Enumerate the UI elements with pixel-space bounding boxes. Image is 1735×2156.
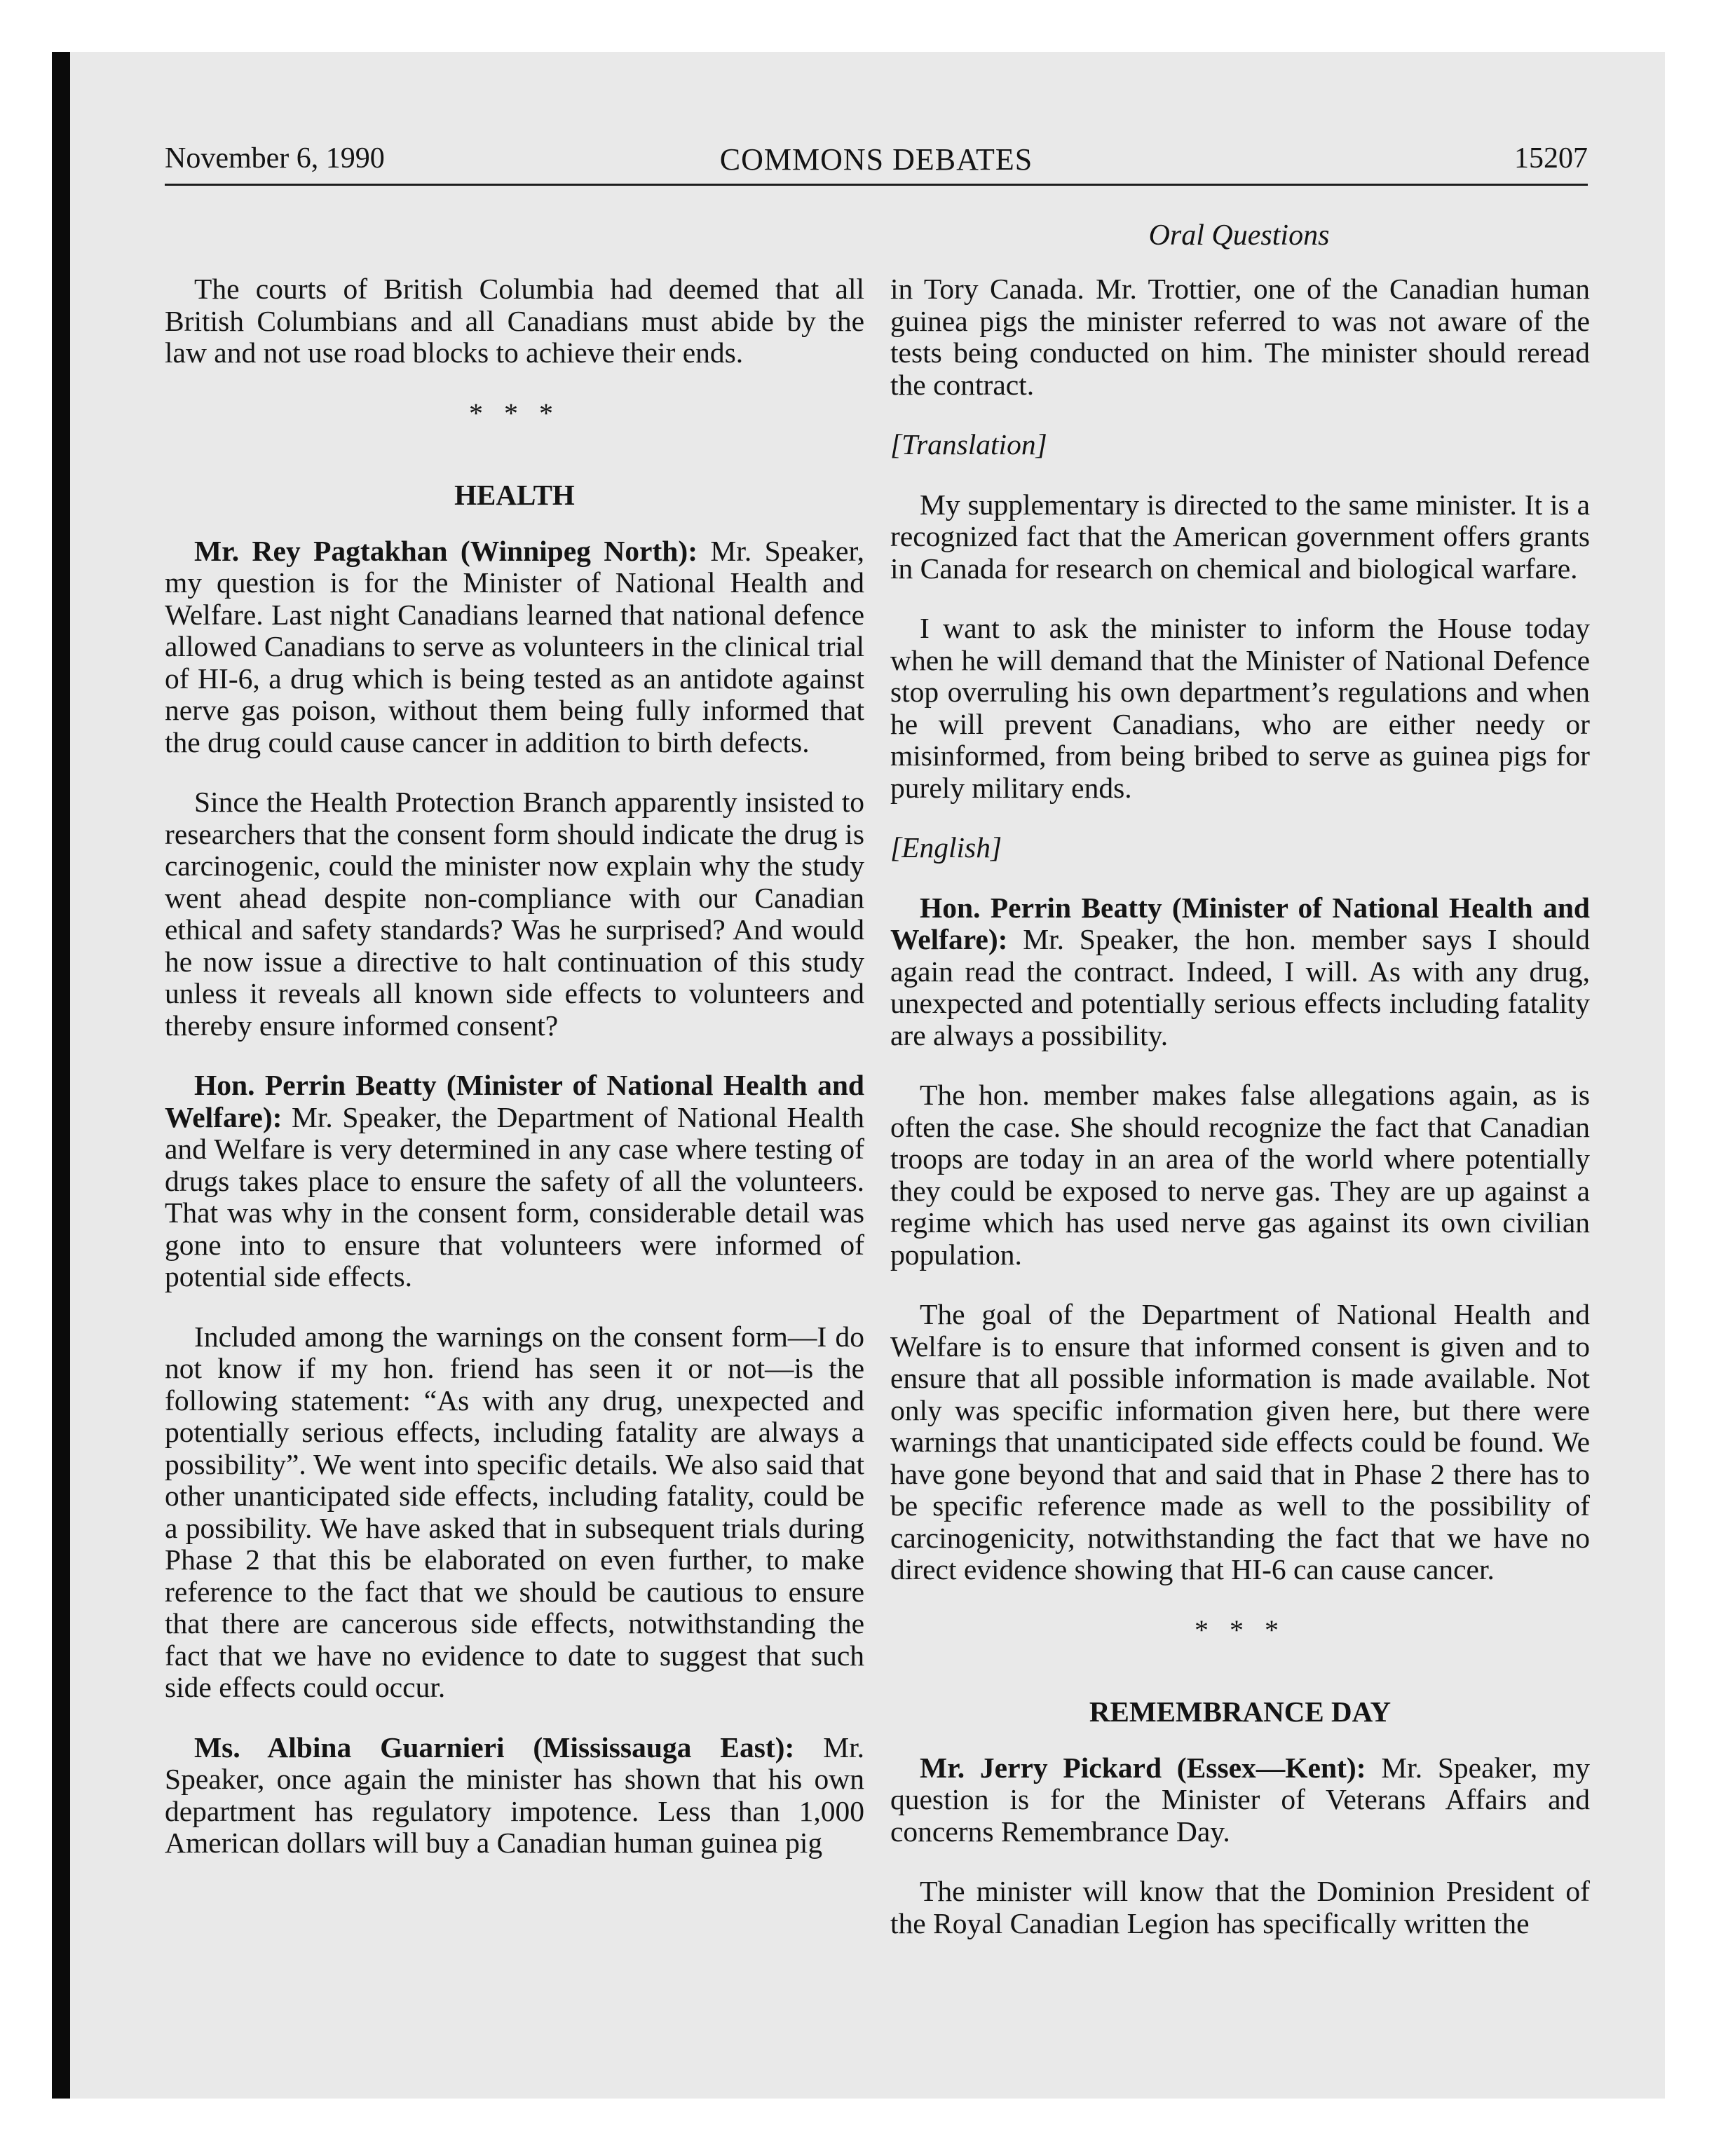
- header-title: COMMONS DEBATES: [719, 142, 1033, 177]
- paragraph: The goal of the Department of National Health and Welfare is to ensure that informed consent is given and to ensure that all possible information is made available. Not only was specific information given here, but there were warnings that unanticipated side effects could be found. We have gone beyond that and said that in Phase 2 there has to be specific reference made as well to the possibility of carcinogenicity, notwithstanding the fact that we have no direct evidence showing that HI-6 can cause cancer.: [890, 1298, 1590, 1585]
- paragraph: Since the Health Protection Branch apparently insisted to researchers that the consent form should indicate the drug is carcinogenic, could the minister now explain why the study went ahead despite non-compliance with our Canadian ethical and safety standards? Was he surprised? And would he now issue a directive to halt continuation of this study unless it reveals all known side effects to volunteers and thereby ensure informed consent?: [165, 786, 864, 1042]
- paragraph: [165, 1070, 864, 1293]
- speech-text: Mr. Speaker, my question is for the Minister of Veterans Affairs and concerns Remembrance Day.: [890, 1751, 1590, 1848]
- running-head: Oral Questions: [1148, 219, 1330, 252]
- right-column: [890, 273, 1590, 1967]
- paragraph: I want to ask the minister to inform the House today when he will demand that the Minister of National Defence stop overruling his own department’s regulations and when he will prevent Canadians, who are either needy or misinformed, from being bribed to serve as guinea pigs for purely military ends.: [890, 612, 1590, 804]
- paragraph: [890, 1752, 1590, 1848]
- section-separator: * * *: [469, 397, 560, 429]
- language-tag: [English]: [890, 831, 1002, 864]
- speaker-name: Hon. Perrin Beatty (Minister of National Health and Welfare):: [890, 891, 1590, 955]
- paragraph: The courts of British Columbia had deemed that all British Columbians and all Canadians must abide by the law and not use road blocks to achieve their ends.: [165, 273, 864, 369]
- paragraph: My supplementary is directed to the same minister. It is a recognized fact that the American government offers grants in Canada for research on chemical and biological warfare.: [890, 488, 1590, 585]
- paragraph: [890, 892, 1590, 1052]
- left-column: [165, 273, 864, 1888]
- paragraph: [165, 535, 864, 759]
- paragraph: Included among the warnings on the consent form—I do not know if my hon. friend has seen it or not—is the following statement: “As with any drug, unexpected and potentially serious effects, including fatality are always a possibility”. We went into specific details. We also said that other unanticipated side effects, including fatality, could be a possibility. We have asked that in subsequent trials during Phase 2 that this be elaborated on even further, to make reference to the fact that we should be cautious to ensure that there are cancerous side effects, notwithstanding the fact that we have no evidence to date to suggest that such side effects could occur.: [165, 1320, 864, 1703]
- speech-text: Mr. Speaker, my question is for the Minister of National Health and Welfare. Last night Canadians learned that national defence allowed Canadians to serve as volunteers in the clinical trial of HI-6, a drug which is being tested as an antidote against nerve gas poison, without them being fully informed that the drug could cause cancer in addition to birth defects.: [165, 534, 864, 758]
- paragraph: The minister will know that the Dominion President of the Royal Canadian Legion has specifically written the: [890, 1875, 1590, 1939]
- scan-margin: [0, 0, 1735, 52]
- section-heading: REMEMBRANCE DAY: [1089, 1696, 1392, 1728]
- speech-text: Mr. Speaker, once again the minister has shown that his own department has regulatory impotence. Less than 1,000 American dollars will buy a Canadian human guinea pig: [165, 1731, 864, 1859]
- header-rule: [165, 184, 1588, 186]
- speaker-name: Mr. Rey Pagtakhan (Winnipeg North):: [194, 534, 698, 567]
- page-number: 15207: [1514, 142, 1588, 175]
- paragraph: [165, 1732, 864, 1860]
- section-separator: * * *: [1195, 1613, 1286, 1646]
- speech-text: Mr. Speaker, the hon. member says I should again read the contract. Indeed, I will. As with any drug, unexpected and potentially serious effects including fatality are always a possibility.: [890, 923, 1590, 1051]
- speaker-name: Ms. Albina Guarnieri (Mississauga East):: [194, 1731, 795, 1763]
- section-heading: HEALTH: [454, 479, 575, 511]
- paragraph: The hon. member makes false allegations again, as is often the case. She should recognize the fact that Canadian troops are today in an area of the world where potentially they could be exposed to nerve gas. They are up against a regime which has used nerve gas against its own civilian population.: [890, 1079, 1590, 1271]
- paragraph: in Tory Canada. Mr. Trottier, one of the Canadian human guinea pigs the minister referred to was not aware of the tests being conducted on him. The minister should reread the contract.: [890, 273, 1590, 401]
- language-tag: [Translation]: [890, 428, 1047, 460]
- header-date: November 6, 1990: [165, 142, 385, 175]
- speaker-name: Hon. Perrin Beatty (Minister of National Health and Welfare):: [165, 1069, 864, 1133]
- speech-text: Mr. Speaker, the Department of National Health and Welfare is very determined in any case where testing of drugs takes place to ensure the safety of all the volunteers. That was why in the consent form, considerable detail was gone into to ensure that volunteers were informed of potential side effects.: [165, 1100, 864, 1292]
- page-header: [165, 135, 1588, 184]
- scan-edge-shadow: [52, 52, 70, 2099]
- speaker-name: Mr. Jerry Pickard (Essex—Kent):: [920, 1751, 1366, 1784]
